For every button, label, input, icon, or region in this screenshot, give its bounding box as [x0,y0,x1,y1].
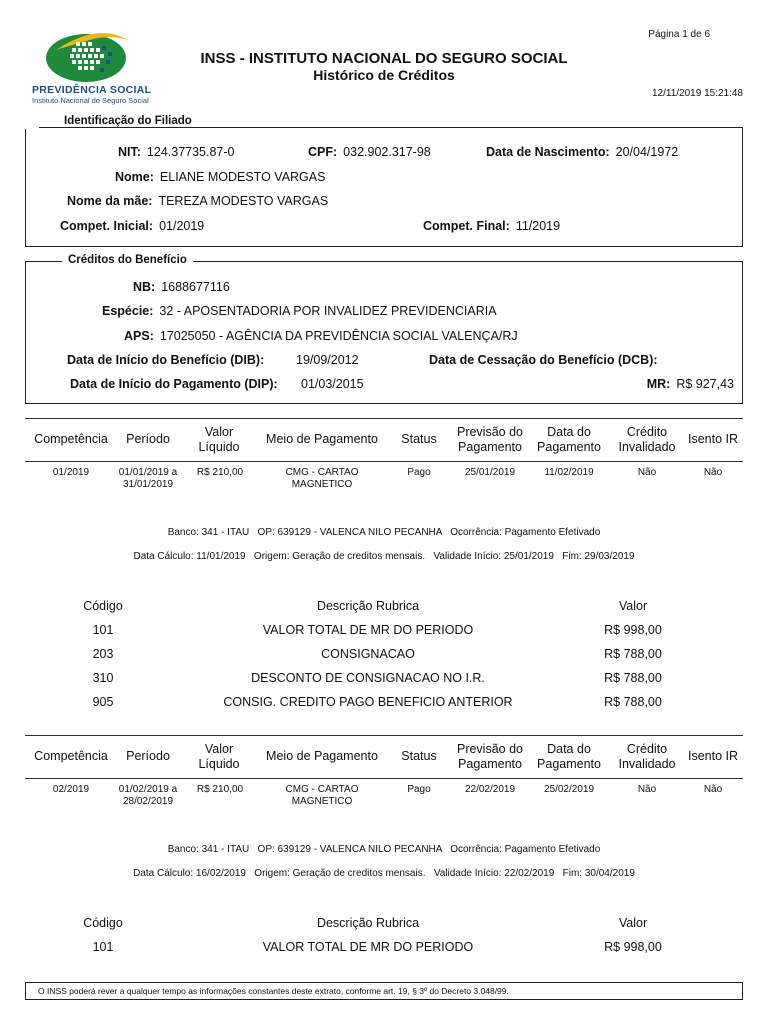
beneficio-section-title: Créditos do Benefício [62,254,193,266]
col-isento-header: Isento IR [687,432,739,446]
credito-calculo-line: Data Cálculo: 11/01/2019 Origem: Geração de creditos mensais. Validade Início: 25/01/2019 Fim: 29/03/2019 [133,551,635,562]
credito-isento: Não [703,467,723,478]
col-invalidado-header: Crédito Invalidado [618,425,676,454]
compet-inicial-value: 01/2019 [159,219,205,233]
credito-previsao: 22/02/2019 [464,784,516,795]
credito-periodo: 01/01/2019 a 31/01/2019 [118,467,178,490]
especie-field: Espécie: 32 - APOSENTADORIA POR INVALIDEZ PREVIDENCIARIA [102,304,497,318]
nit-field: NIT: 124.37735.87-0 [118,145,235,159]
compet-final-field: Compet. Final: 11/2019 [423,219,561,233]
credito-data-pagamento: 25/02/2019 [543,784,595,795]
credito-competencia: 02/2019 [52,784,90,795]
rubrica-codigo: 203 [92,647,114,661]
page-subtitle: Histórico de Créditos [313,67,455,83]
col-meio-header: Meio de Pagamento [266,432,378,446]
compet-final-value: 11/2019 [515,219,561,233]
credito-status: Pago [407,784,431,795]
rubrica-codigo: 905 [92,695,114,709]
especie-value: 32 - APOSENTADORIA POR INVALIDEZ PREVIDENCIARIA [159,304,497,318]
col-competencia-header: Competência [34,749,108,763]
col-data-pagamento-header: Data do Pagamento [537,742,601,771]
page-number: Página 1 de 6 [648,29,710,40]
rubrica-descricao: DESCONTO DE CONSIGNACAO NO I.R. [251,671,485,685]
rubrica-valor-header: Valor [618,916,648,930]
credito-previsao: 25/01/2019 [464,467,516,478]
dip-value: 01/03/2015 [301,377,364,391]
rubrica-descricao: CONSIGNACAO [321,647,415,661]
col-data-pagamento-header: Data do Pagamento [537,425,601,454]
col-status-header: Status [401,749,437,763]
rubrica-valor: R$ 998,00 [604,940,662,954]
col-periodo-header: Período [126,749,170,763]
col-previsao-header: Previsão do Pagamento [456,742,523,771]
col-valor-header: Valor Líquido [198,425,240,454]
credito-competencia: 01/2019 [52,467,90,478]
credito-valor: R$ 210,00 [196,467,244,478]
rubrica-codigo: 101 [92,940,114,954]
col-previsao-header: Previsão do Pagamento [456,425,523,454]
col-invalidado-header: Crédito Invalidado [618,742,676,771]
rubrica-codigo: 101 [92,623,114,637]
compet-inicial-field: Compet. Inicial: 01/2019 [60,219,205,233]
col-periodo-header: Período [126,432,170,446]
credito-banco-line: Banco: 341 - ITAU OP: 639129 - VALENCA NILO PECANHA Ocorrência: Pagamento Efetivado [167,527,601,538]
rubrica-codigo-header: Código [83,599,123,613]
rubrica-valor-header: Valor [618,599,648,613]
credito-data-pagamento: 11/02/2019 [544,467,594,478]
nascimento-field: Data de Nascimento: 20/04/1972 [486,145,679,159]
legal-footer: O INSS poderá rever a qualquer tempo as informações constantes deste extrato, conforme art. 19, § 3º do Decreto 3.048/99. [25,982,743,1000]
rubrica-valor: R$ 788,00 [604,671,662,685]
aps-value: 17025050 - AGÊNCIA DA PREVIDÊNCIA SOCIAL VALENÇA/RJ [159,329,518,343]
logo-name: PREVIDÊNCIA SOCIAL [32,84,152,96]
rubrica-codigo-header: Código [83,916,123,930]
filiado-section-title: Identificação do Filiado [58,115,198,127]
mr-field: MR: R$ 927,43 [646,377,734,391]
dib-value: 19/09/2012 [296,353,359,367]
rubrica-descricao: VALOR TOTAL DE MR DO PERIODO [262,940,474,954]
dib-field: Data de Início do Benefício (DIB): [67,353,265,367]
mr-value: R$ 927,43 [676,377,734,391]
col-valor-header: Valor Líquido [198,742,240,771]
page-title: INSS - INSTITUTO NACIONAL DO SEGURO SOCIAL [200,50,568,67]
logo-tagline: Instituto Nacional do Seguro Social [32,96,149,105]
nb-value: 1688677116 [161,280,230,294]
nit-value: 124.37735.87-0 [146,145,235,159]
nome-mae-value: TEREZA MODESTO VARGAS [158,194,329,208]
rubrica-descricao: CONSIG. CREDITO PAGO BENEFICIO ANTERIOR [223,695,513,709]
nb-field: NB: 1688677116 [133,280,230,294]
rubrica-valor: R$ 788,00 [604,695,662,709]
credito-banco-line: Banco: 341 - ITAU OP: 639129 - VALENCA NILO PECANHA Ocorrência: Pagamento Efetivado [167,844,601,855]
report-datetime: 12/11/2019 15:21:48 [651,88,743,99]
credito-invalidado: Não [637,784,657,795]
credito-valor: R$ 210,00 [196,784,244,795]
aps-field: APS: 17025050 - AGÊNCIA DA PREVIDÊNCIA SOCIAL VALENÇA/RJ [124,329,518,343]
rubrica-valor: R$ 998,00 [604,623,662,637]
rubrica-descricao: VALOR TOTAL DE MR DO PERIODO [262,623,474,637]
col-meio-header: Meio de Pagamento [266,749,378,763]
dcb-field: Data de Cessação do Benefício (DCB): [429,353,658,367]
nome-mae-field: Nome da mãe: TEREZA MODESTO VARGAS [67,194,329,208]
rubrica-descricao-header: Descrição Rubrica [316,599,420,613]
credito-status: Pago [407,467,431,478]
credito-isento: Não [703,784,723,795]
col-status-header: Status [401,432,437,446]
col-competencia-header: Competência [34,432,108,446]
nome-value: ELIANE MODESTO VARGAS [159,170,326,184]
rubrica-descricao-header: Descrição Rubrica [316,916,420,930]
nascimento-value: 20/04/1972 [615,145,679,159]
rubrica-valor: R$ 788,00 [604,647,662,661]
dip-field: Data de Início do Pagamento (DIP): [70,377,278,391]
credito-meio: CMG - CARTAO MAGNETICO [285,467,359,490]
credito-meio: CMG - CARTAO MAGNETICO [285,784,359,807]
credito-periodo: 01/02/2019 a 28/02/2019 [118,784,178,807]
col-isento-header: Isento IR [687,749,739,763]
nome-field: Nome: ELIANE MODESTO VARGAS [115,170,326,184]
cpf-field: CPF: 032.902.317-98 [308,145,431,159]
cpf-value: 032.902.317-98 [343,145,431,159]
rubrica-codigo: 310 [92,671,114,685]
credito-calculo-line: Data Cálculo: 16/02/2019 Origem: Geração de creditos mensais. Validade Início: 22/02/2019 Fim: 30/04/2019 [133,868,635,879]
credito-invalidado: Não [637,467,657,478]
